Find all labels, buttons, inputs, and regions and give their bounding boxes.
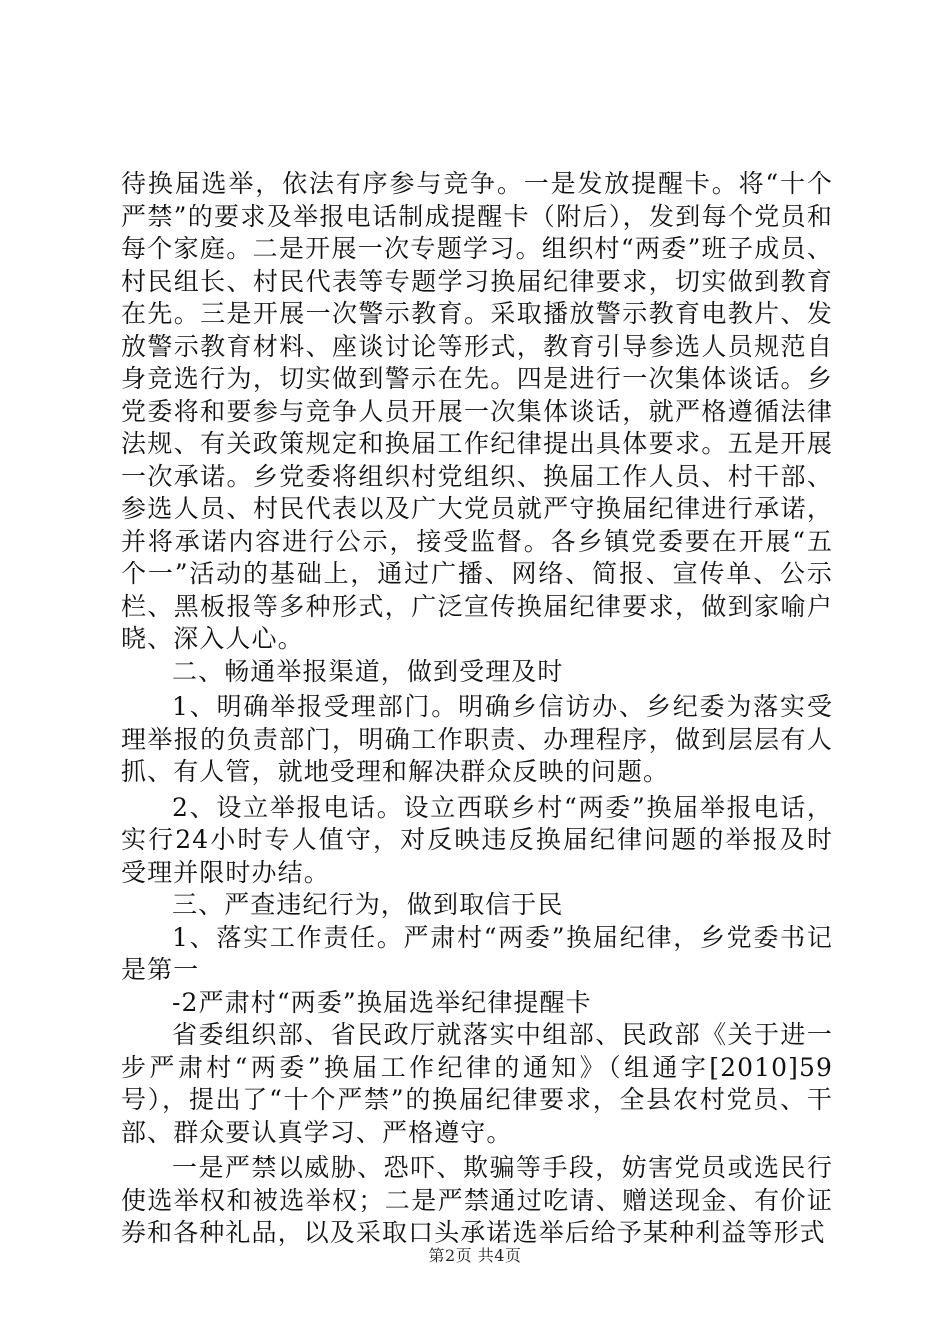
heading-section-three: 三、严查违纪行为，做到取信于民 (172, 890, 564, 919)
heading-section-two: 二、畅通举报渠道，做到受理及时 (172, 656, 564, 686)
paragraph-campaign-activities: 待换届选举，依法有序参与竞争。一是发放提醒卡。将“十个严禁”的要求及举报电话制成提醒卡（附后），发到每个党员和每个家庭。二是开展一次专题学习。组织村“两委”班子成员、村民组长、村民代表等专题学习换届纪律要求，切实做到教育在先。三是开展一次警示教育。采取播放警示教育电教片、发放警示教育材料、座谈讨论等形式，教育引导参选人员规范自身竞选行为，切实做到警示在先。四是进行一次集体谈话。乡党委将和要参与竞争人员开展一次集体谈话，就严格遵循法律法规、有关政策规定和换届工作纪律提出具体要求。五是开展一次承诺。乡党委将组织村党组织、换届工作人员、村干部、参选人员、村民代表以及广大党员就严守换届纪律进行承诺，并将承诺内容进行公示，接受监督。各乡镇党委要在开展“五个一”活动的基础上，通过广播、网络、简报、宣传单、公示栏、黑板报等多种形式，广泛宣传换届纪律要求，做到家喻户晓、深入人心。 (121, 169, 833, 653)
paragraph-reporting-department: 1、明确举报受理部门。明确乡信访办、乡纪委为落实受理举报的负责部门，明确工作职责、办理程序，做到层层有人抓、有人管，就地受理和解决群众反映的问题。 (121, 692, 833, 786)
page-footer: 第2页 共4页 (428, 1246, 522, 1265)
paragraph-ten-prohibitions-intro: 省委组织部、省民政厅就落实中组部、民政部《关于进一步严肃村“两委”换届工作纪律的通知》（组通字[2010]59号），提出了“十个严禁”的换届纪律要求，全县农村党员、干部、群众要认真学习、严格遵守。 (121, 1020, 833, 1147)
paragraph-work-responsibility: 1、落实工作责任。严肃村“两委”换届纪律，乡党委书记是第一 (121, 922, 833, 984)
heading-reminder-card: -2严肃村“两委”换届选举纪律提醒卡 (172, 987, 592, 1017)
document-body (121, 168, 833, 1250)
paragraph-reporting-hotline: 2、设立举报电话。设立西联乡村“两委”换届举报电话，实行24小时专人值守，对反映违反换届纪律问题的举报及时受理并限时办结。 (121, 792, 833, 887)
paragraph-prohibitions-list: 一是严禁以威胁、恐吓、欺骗等手段，妨害党员或选民行使选举权和被选举权；二是严禁通过吃请、赠送现金、有价证券和各种礼品，以及采取口头承诺选举后给予某种利益等形式 (121, 1153, 833, 1247)
